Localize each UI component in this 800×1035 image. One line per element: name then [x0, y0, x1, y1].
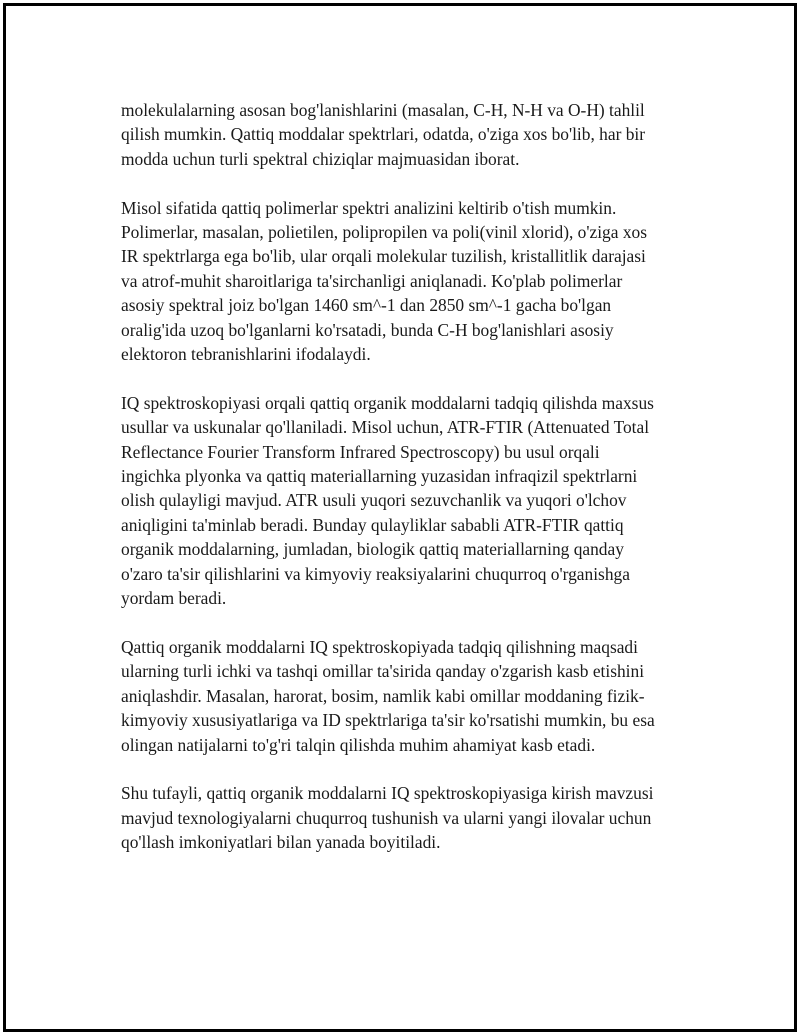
text-line: Shu tufayli, qattiq organik moddalarni IQ spektroskopiyasiga kirish mavzusi	[121, 783, 654, 804]
text-line: ingichka plyonka va qattiq materiallarning yuzasidan infraqizil spektrlarni	[121, 466, 638, 487]
text-line: modda uchun turli spektral chiziqlar majmuasidan iborat.	[121, 148, 520, 169]
paragraph-5	[121, 781, 691, 854]
text-line: Polimerlar, masalan, polietilen, polipropilen va poli(vinil xlorid), o'ziga xos	[121, 222, 647, 243]
text-line: mavjud texnologiyalarni chuqurroq tushunish va ularni yangi ilovalar uchun	[121, 807, 652, 828]
text-line: qilish mumkin. Qattiq moddalar spektrlari, odatda, o'ziga xos bo'lib, har bir	[121, 124, 646, 145]
text-line: Misol sifatida qattiq polimerlar spektri analizini keltirib o'tish mumkin.	[121, 197, 617, 218]
text-line: kimyoviy xususiyatlariga va ID spektrlariga ta'sir ko'rsatishi mumkin, bu esa	[121, 710, 655, 731]
paragraph-4	[121, 635, 691, 757]
text-line: qo'llash imkoniyatlari bilan yanada boyitiladi.	[121, 832, 441, 853]
text-line: olingan natijalarni to'g'ri talqin qilishda muhim ahamiyat kasb etadi.	[121, 734, 596, 755]
text-line: molekulalarning asosan bog'lanishlarini (masalan, C-H, N-H va O-H) tahlil	[121, 100, 645, 120]
text-line: asosiy spektral joiz bo'lgan 1460 sm^-1 dan 2850 sm^-1 gacha bo'lgan	[121, 295, 612, 316]
paragraph-3	[121, 391, 691, 611]
text-line: IR spektrlarga ega bo'lib, ular orqali molekular tuzilish, kristallitlik darajasi	[121, 246, 646, 267]
paragraph-1	[121, 98, 691, 171]
text-line: yordam beradi.	[121, 588, 227, 609]
text-line: va atrof-muhit sharoitlariga ta'sirchanligi aniqlanadi. Ko'plab polimerlar	[121, 270, 623, 291]
text-line: Reflectance Fourier Transform Infrared Spectroscopy) bu usul orqali	[121, 441, 600, 462]
text-line: oralig'ida uzoq bo'lganlarni ko'rsatadi, bunda C-H bog'lanishlari asosiy	[121, 319, 614, 340]
text-line: ularning turli ichki va tashqi omillar ta'sirida qanday o'zgarish kasb etishini	[121, 661, 645, 682]
document-body	[121, 98, 691, 879]
text-line: aniqligini ta'minlab beradi. Bunday qulayliklar sababli ATR-FTIR qattiq	[121, 514, 624, 535]
text-line: elektoron tebranishlarini ifodalaydi.	[121, 344, 371, 365]
text-line: Qattiq organik moddalarni IQ spektroskopiyada tadqiq qilishning maqsadi	[121, 636, 638, 657]
paragraph-2	[121, 196, 691, 367]
text-line: o'zaro ta'sir qilishlarini va kimyoviy reaksiyalarini chuqurroq o'rganishga	[121, 563, 630, 584]
text-line: olish qulayligi mavjud. ATR usuli yuqori sezuvchanlik va yuqori o'lchov	[121, 490, 627, 511]
text-line: usullar va uskunalar qo'llaniladi. Misol uchun, ATR-FTIR (Attenuated Total	[121, 417, 650, 438]
text-line: IQ spektroskopiyasi orqali qattiq organik moddalarni tadqiq qilishda maxsus	[121, 392, 654, 413]
text-line: aniqlashdir. Masalan, harorat, bosim, namlik kabi omillar moddaning fizik-	[121, 685, 645, 706]
page-frame	[3, 3, 797, 1032]
text-line: organik moddalarning, jumladan, biologik qattiq materiallarning qanday	[121, 539, 624, 560]
